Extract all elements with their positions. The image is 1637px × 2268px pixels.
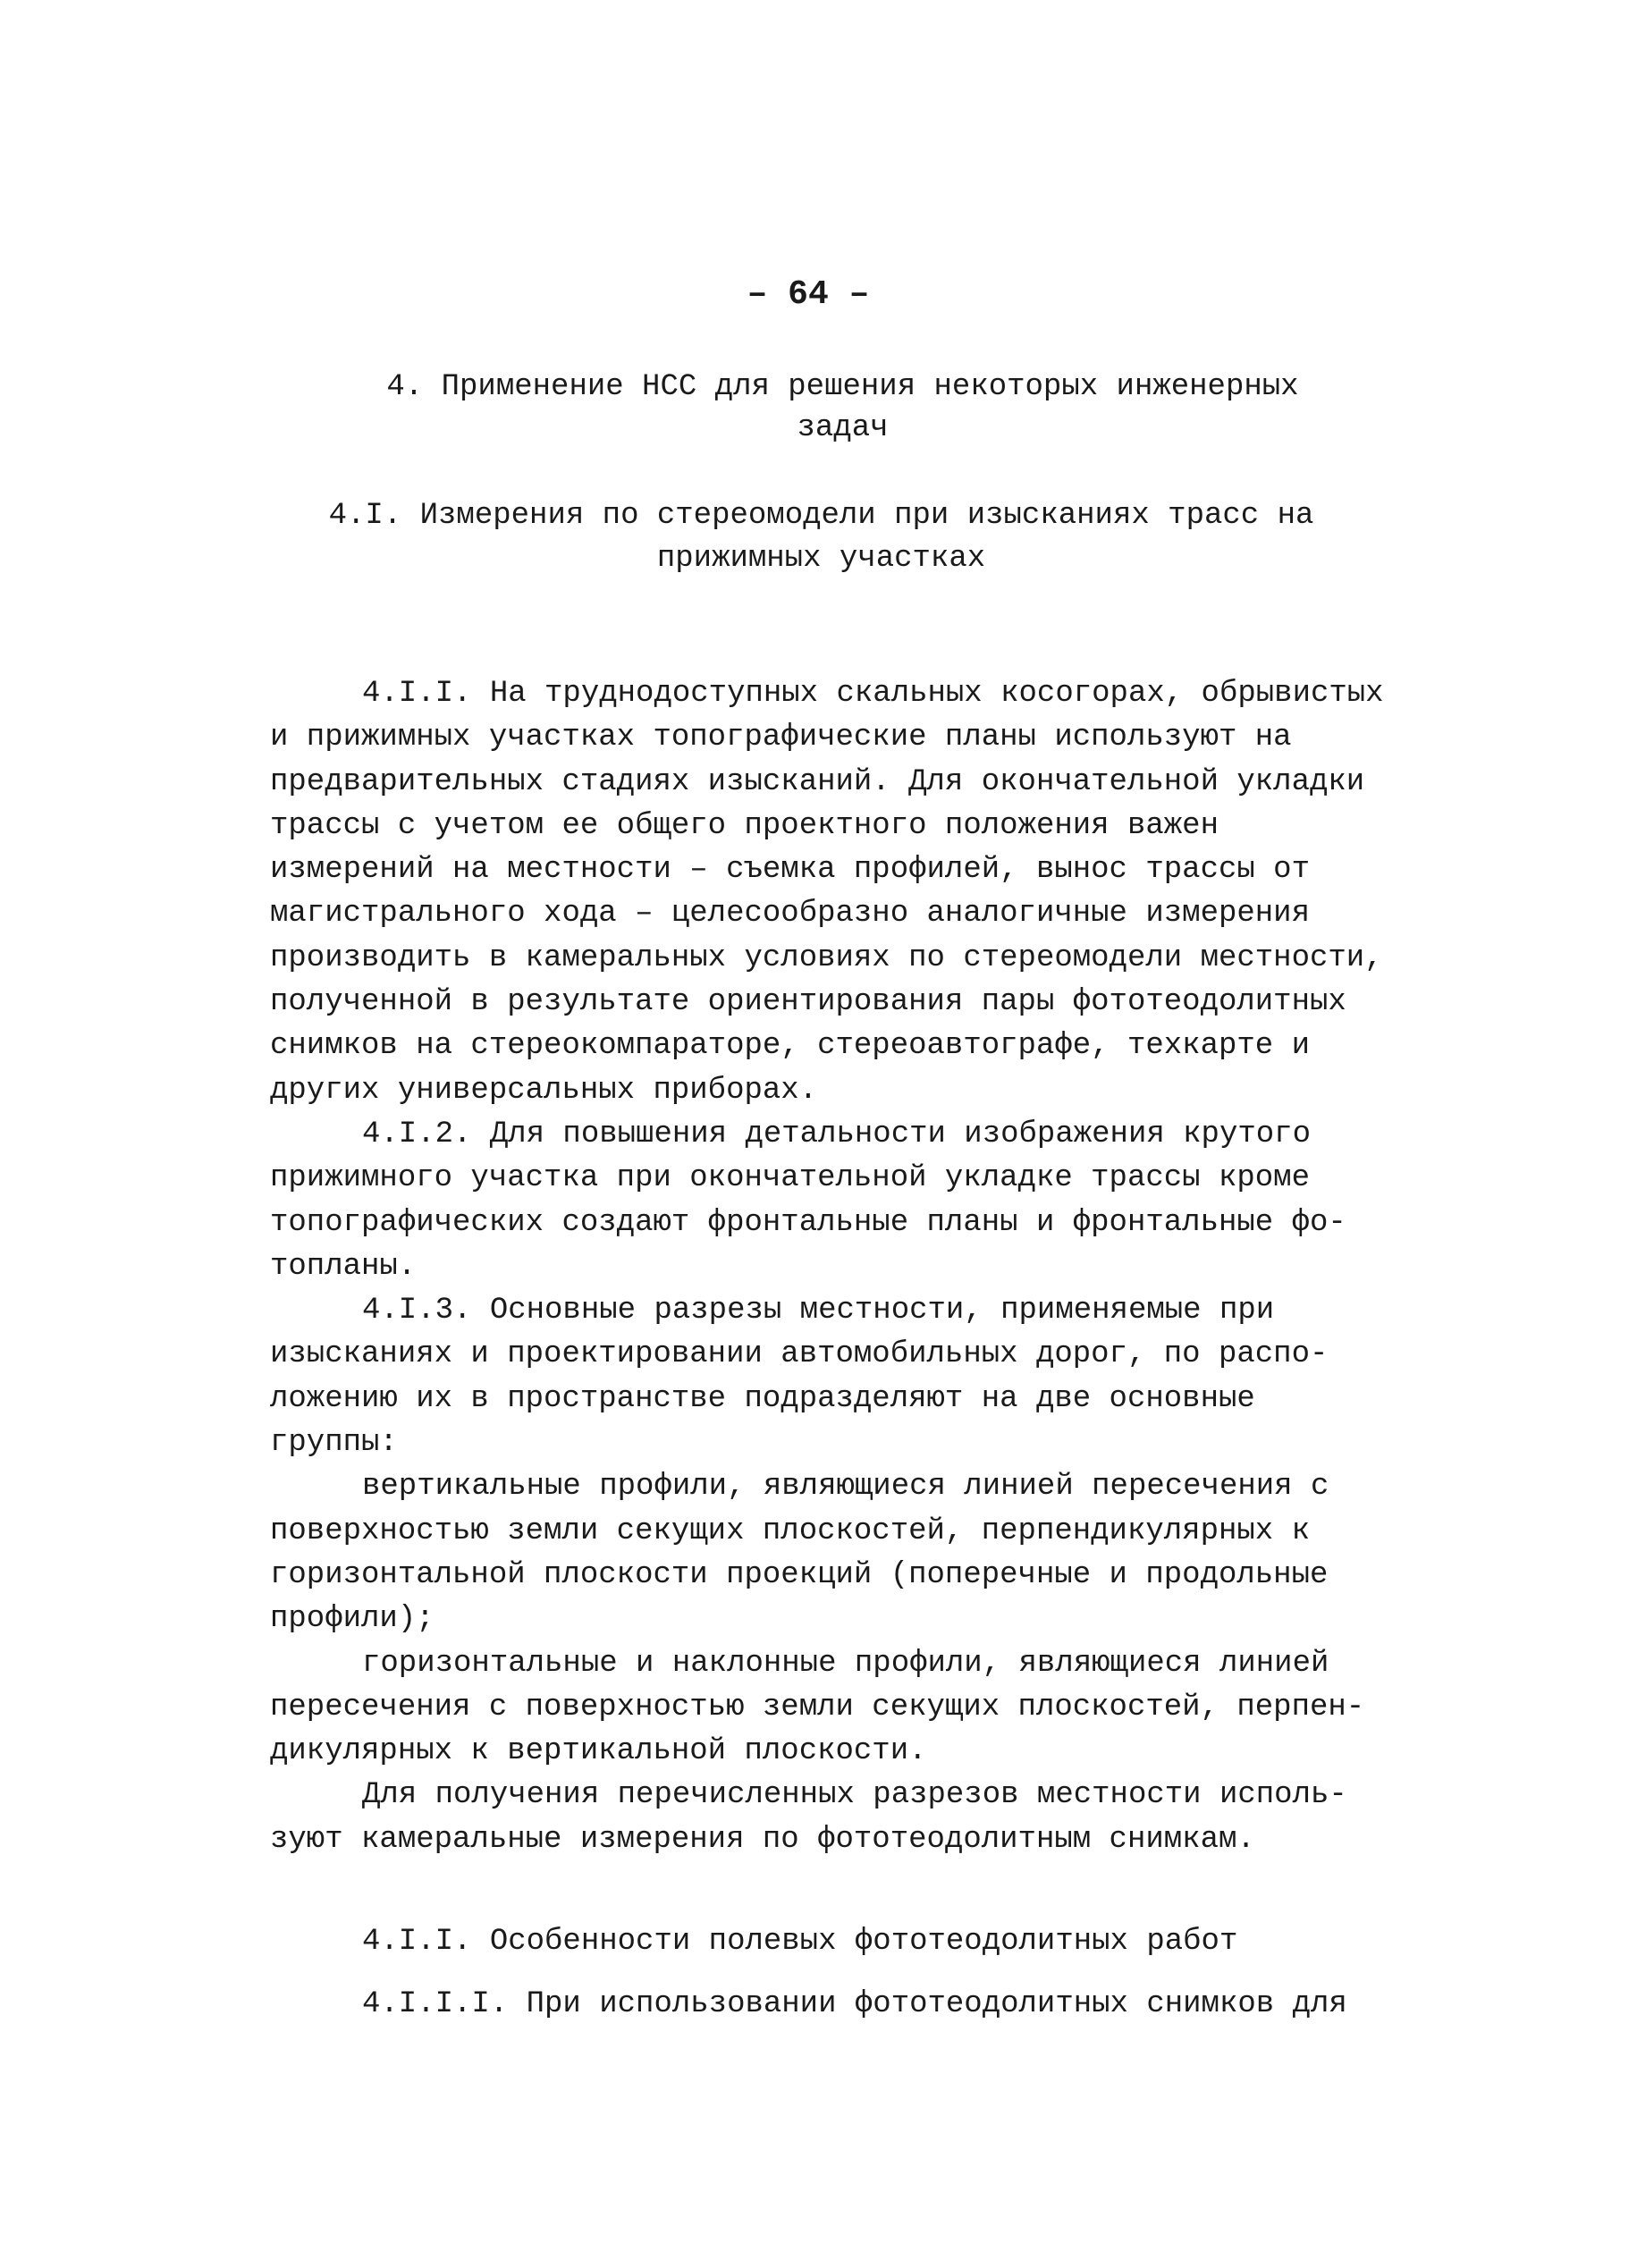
paragraph-line: вертикальные профили, являющиеся линией пересечения с — [362, 1470, 1329, 1505]
paragraph — [270, 1113, 1432, 1289]
paragraph — [270, 1774, 1432, 1862]
paragraph — [270, 1465, 1432, 1641]
paragraph-line: 4.I.I. На труднодоступных скальных косогорах, обрывистых — [362, 677, 1384, 711]
paragraph — [270, 1289, 1432, 1465]
paragraph-line: трассы с учетом ее общего проектного положения важен — [270, 808, 1219, 843]
section-heading-line: прижимных участках — [656, 542, 986, 576]
paragraph-line: полученной в результате ориентирования пары фототеодолитных — [270, 985, 1346, 1020]
subsection-heading — [270, 1910, 1432, 2036]
chapter-heading — [340, 367, 1346, 449]
paragraph-line: Для получения перечисленных разрезов местности исполь- — [362, 1778, 1347, 1813]
paragraph-line: измерений на местности – съемка профилей, вынос трассы от — [270, 853, 1310, 888]
subsection-first-line: 4.I.I.I. При использовании фототеодолитных снимков для — [362, 1987, 1347, 2021]
paragraph-line: и прижимных участках топографические планы используют на — [270, 721, 1292, 755]
paragraph-line: поверхностью земли секущих плоскостей, перпендикулярных к — [270, 1513, 1310, 1548]
paragraph-line: группы: — [270, 1426, 398, 1461]
paragraph-line: изысканиях и проектировании автомобильных дорог, по распо- — [270, 1337, 1329, 1372]
paragraph-line: топланы. — [270, 1249, 417, 1284]
paragraph-line: предварительных стадиях изысканий. Для окончательной укладки — [270, 764, 1365, 799]
paragraph-line: горизонтальные и наклонные профили, являющиеся линией — [362, 1646, 1329, 1681]
section-heading-line: 4.I. Измерения по стереомодели при изысканиях трасс на — [328, 499, 1314, 533]
paragraph-line: прижимного участка при окончательной укладке трассы кроме — [270, 1161, 1310, 1196]
paragraph-line: других универсальных приборах. — [270, 1073, 818, 1108]
paragraph-line: 4.I.3. Основные разрезы местности, применяемые при — [362, 1294, 1275, 1328]
paragraph-line: производить в камеральных условиях по стереомодели местности, — [270, 940, 1383, 975]
paragraph-line: профили); — [270, 1602, 435, 1637]
paragraph-line: дикулярных к вертикальной плоскости. — [270, 1734, 927, 1769]
paragraph — [270, 672, 1432, 1113]
paragraph — [270, 1642, 1432, 1775]
chapter-heading-line: задач — [797, 411, 889, 445]
paragraph-line: снимков на стереокомпараторе, стереоавтографе, техкарте и — [270, 1029, 1310, 1064]
paragraph-line: 4.I.2. Для повышения детальности изображения крутого — [362, 1117, 1311, 1151]
chapter-heading-line: 4. Применение НСС для решения некоторых инженерных — [386, 370, 1299, 404]
body-text — [270, 672, 1432, 1862]
paragraph-line: зуют камеральные измерения по фототеодолитным снимкам. — [270, 1822, 1255, 1857]
subsection-title: 4.I.I. Особенности полевых фототеодолитных работ — [362, 1925, 1238, 1959]
paragraph-line: магистрального хода – целесообразно аналогичные измерения — [270, 897, 1310, 932]
paragraph-line: ложению их в пространстве подразделяют на две основные — [270, 1381, 1255, 1416]
paragraph-line: топографических создают фронтальные планы и фронтальные фо- — [270, 1205, 1346, 1240]
paragraph-line: пересечения с поверхностью земли секущих плоскостей, перпен- — [270, 1690, 1365, 1724]
page-number: – 64 – — [747, 275, 870, 314]
paragraph-line: горизонтальной плоскости проекций (поперечные и продольные — [270, 1557, 1329, 1592]
section-heading — [283, 494, 1360, 580]
